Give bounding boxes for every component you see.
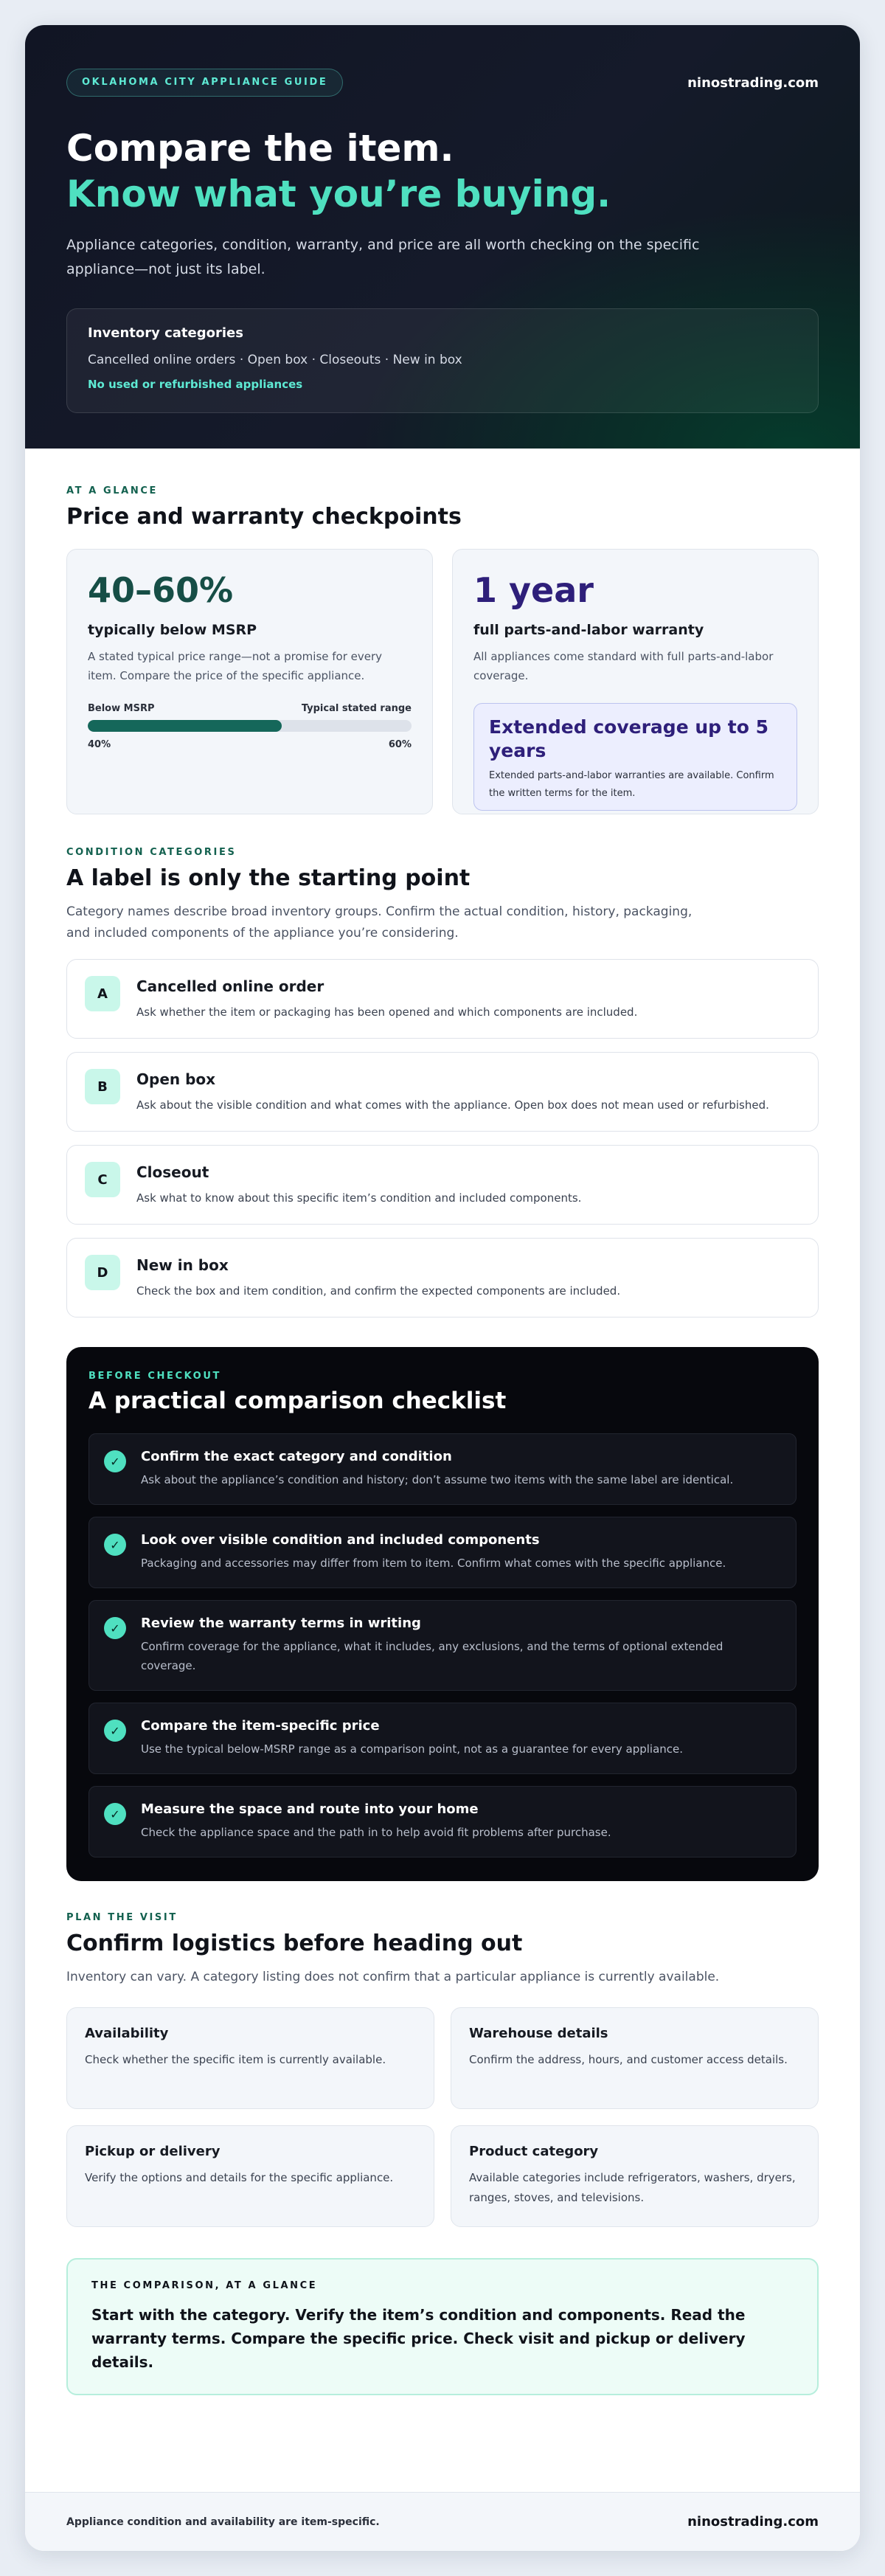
hero-top bbox=[66, 68, 819, 97]
checklist-item-text: Confirm coverage for the appliance, what it includes, any exclusions, and the terms of optional extended coverage. bbox=[141, 1640, 723, 1672]
checklist-item-text: Packaging and accessories may differ from item to item. Confirm what comes with the specific appliance. bbox=[141, 1557, 726, 1570]
condition-list bbox=[66, 959, 819, 1318]
inventory-list: Cancelled online orders · Open box · Closeouts · New in box bbox=[88, 353, 462, 367]
checklist-list bbox=[88, 1433, 796, 1857]
condition-badge: D bbox=[85, 1255, 120, 1290]
warranty-card bbox=[452, 549, 819, 814]
logistics-card-title: Warehouse details bbox=[469, 2026, 608, 2041]
checklist-item-title: Compare the item-specific price bbox=[141, 1718, 380, 1734]
condition-item-text: Ask what to know about this specific item’s condition and included components. bbox=[136, 1191, 582, 1205]
condition-item bbox=[66, 1238, 819, 1318]
glance-title: Price and warranty checkpoints bbox=[66, 504, 462, 530]
checklist-title: A practical comparison checklist bbox=[88, 1388, 507, 1414]
condition-badge: A bbox=[85, 976, 120, 1011]
logistics-section bbox=[25, 1881, 860, 2227]
condition-item-title: Closeout bbox=[136, 1163, 209, 1181]
logistics-card bbox=[66, 2125, 434, 2227]
footer-note: Appliance condition and availability are item-specific. bbox=[66, 2516, 380, 2528]
logistics-card-title: Pickup or delivery bbox=[85, 2144, 221, 2159]
hero bbox=[25, 25, 860, 449]
title-line-2: Know what you’re buying. bbox=[66, 173, 611, 215]
checklist-item-title: Review the warranty terms in writing bbox=[141, 1616, 421, 1631]
checklist-section bbox=[25, 1331, 860, 1881]
logistics-card bbox=[451, 2125, 819, 2227]
check-icon: ✓ bbox=[104, 1450, 126, 1472]
inventory-title: Inventory categories bbox=[88, 325, 243, 341]
checklist-item-title: Look over visible condition and included components bbox=[141, 1532, 540, 1548]
warranty-card-text: All appliances come standard with full parts-and-labor coverage. bbox=[473, 650, 774, 682]
check-icon: ✓ bbox=[104, 1617, 126, 1639]
condition-item-text: Check the box and item condition, and confirm the expected components are included. bbox=[136, 1284, 621, 1298]
hero-subtitle: Appliance categories, condition, warranty, and price are all worth checking on the specific appliance—not just its label. bbox=[66, 237, 700, 277]
range-bar bbox=[88, 720, 412, 732]
price-card-heading: typically below MSRP bbox=[88, 622, 257, 638]
price-card-text: A stated typical price range—not a promise for every item. Compare the price of the specific appliance. bbox=[88, 650, 383, 682]
warranty-card-heading: full parts-and-labor warranty bbox=[473, 622, 704, 638]
condition-item-title: Open box bbox=[136, 1070, 216, 1088]
logistics-card-text: Verify the options and details for the specific appliance. bbox=[85, 2171, 394, 2184]
condition-badge: C bbox=[85, 1162, 120, 1197]
summary-text: Start with the category. Verify the item’s condition and components. Read the warranty terms. Compare the specific price. Check visit and pickup or delivery details. bbox=[91, 2306, 746, 2371]
logistics-eyebrow: PLAN THE VISIT bbox=[66, 1912, 178, 1923]
logistics-card-title: Availability bbox=[85, 2026, 169, 2041]
checklist-item bbox=[88, 1786, 796, 1857]
logistics-card bbox=[451, 2007, 819, 2109]
checklist-item-title: Measure the space and route into your home bbox=[141, 1801, 479, 1817]
checklist-item-text: Ask about the appliance’s condition and history; don’t assume two items with the same label are identical. bbox=[141, 1473, 734, 1486]
condition-item-title: New in box bbox=[136, 1256, 229, 1274]
extended-coverage-title: Extended coverage up to 5 years bbox=[489, 716, 768, 761]
logistics-card bbox=[66, 2007, 434, 2109]
title-line-1: Compare the item. bbox=[66, 127, 454, 170]
condition-section bbox=[25, 814, 860, 1318]
condition-item-text: Ask about the visible condition and what comes with the appliance. Open box does not mean used or refurbished. bbox=[136, 1098, 769, 1112]
guide-pill: OKLAHOMA CITY APPLIANCE GUIDE bbox=[66, 69, 343, 97]
checklist-item-text: Use the typical below-MSRP range as a comparison point, not as a guarantee for every appliance. bbox=[141, 1742, 684, 1756]
checklist-item bbox=[88, 1433, 796, 1505]
checklist-panel bbox=[66, 1347, 819, 1881]
range-tick-max: 60% bbox=[388, 739, 412, 750]
check-icon: ✓ bbox=[104, 1534, 126, 1556]
range-ticks bbox=[88, 739, 412, 750]
logistics-card-title: Product category bbox=[469, 2144, 599, 2159]
extended-coverage-text: Extended parts-and-labor warranties are available. Confirm the written terms for the item. bbox=[489, 770, 774, 799]
check-icon: ✓ bbox=[104, 1720, 126, 1742]
range-right-label: Typical stated range bbox=[301, 703, 412, 714]
condition-title: A label is only the starting point bbox=[66, 865, 471, 891]
logistics-grid bbox=[66, 2007, 819, 2227]
logistics-card-text: Check whether the specific item is currently available. bbox=[85, 2053, 386, 2066]
site-domain[interactable]: ninostrading.com bbox=[687, 75, 819, 91]
check-icon: ✓ bbox=[104, 1803, 126, 1825]
range-bar-fill bbox=[88, 720, 282, 732]
checklist-item bbox=[88, 1600, 796, 1691]
condition-item bbox=[66, 1145, 819, 1225]
condition-eyebrow: CONDITION CATEGORIES bbox=[66, 847, 237, 858]
logistics-title: Confirm logistics before heading out bbox=[66, 1931, 523, 1956]
checklist-item-title: Confirm the exact category and condition bbox=[141, 1449, 452, 1464]
inventory-note: No used or refurbished appliances bbox=[88, 378, 303, 391]
summary-box bbox=[66, 2258, 819, 2395]
condition-item-title: Cancelled online order bbox=[136, 977, 324, 995]
price-card bbox=[66, 549, 433, 814]
condition-badge: B bbox=[85, 1069, 120, 1104]
inventory-box bbox=[66, 308, 819, 413]
checklist-item bbox=[88, 1703, 796, 1774]
footer bbox=[25, 2492, 860, 2551]
range-header bbox=[88, 703, 412, 714]
condition-item bbox=[66, 1052, 819, 1132]
logistics-lead: Inventory can vary. A category listing does not confirm that a particular appliance is currently available. bbox=[66, 1970, 720, 1984]
page bbox=[25, 25, 860, 2551]
range-left-label: Below MSRP bbox=[88, 703, 155, 714]
price-range-value: 40–60% bbox=[88, 570, 234, 610]
glance-section bbox=[25, 449, 860, 814]
glance-eyebrow: AT A GLANCE bbox=[66, 485, 158, 496]
summary-section bbox=[25, 2227, 860, 2395]
range-tick-min: 40% bbox=[88, 739, 111, 750]
checklist-item bbox=[88, 1517, 796, 1588]
checklist-eyebrow: BEFORE CHECKOUT bbox=[88, 1371, 221, 1382]
condition-item-text: Ask whether the item or packaging has been opened and which components are included. bbox=[136, 1005, 638, 1019]
condition-item bbox=[66, 959, 819, 1039]
extended-coverage-box bbox=[473, 703, 797, 811]
footer-domain[interactable]: ninostrading.com bbox=[687, 2514, 819, 2530]
page-title bbox=[66, 125, 819, 217]
warranty-value: 1 year bbox=[473, 570, 594, 610]
logistics-card-text: Confirm the address, hours, and customer access details. bbox=[469, 2053, 788, 2066]
checklist-item-text: Check the appliance space and the path in to help avoid fit problems after purchase. bbox=[141, 1826, 611, 1839]
logistics-card-text: Available categories include refrigerators, washers, dryers, ranges, stoves, and televisions. bbox=[469, 2171, 796, 2204]
summary-eyebrow: THE COMPARISON, AT A GLANCE bbox=[91, 2280, 318, 2291]
glance-cards bbox=[66, 549, 819, 814]
condition-lead: Category names describe broad inventory groups. Confirm the actual condition, history, packaging, and included components of the appliance you’re considering. bbox=[66, 904, 693, 941]
